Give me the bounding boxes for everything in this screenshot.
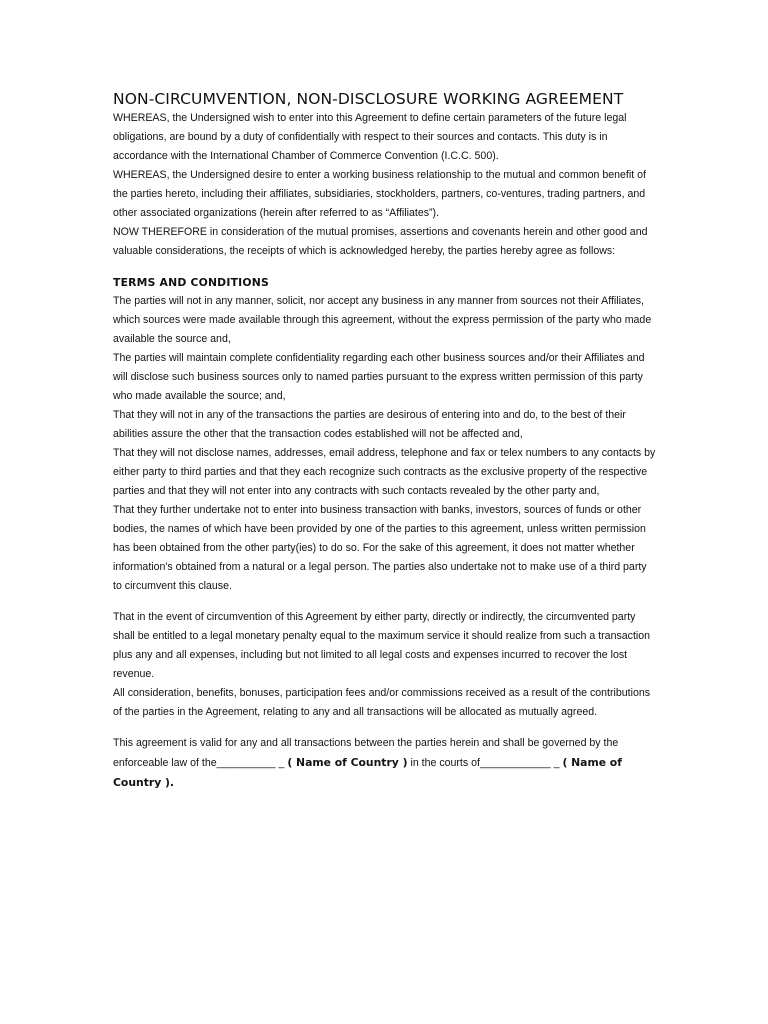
term-paragraph-3: That they will not in any of the transactions the parties are desirous of entering into and do, to the best of their abilities assure the other that the transaction codes established will not be affected and, bbox=[113, 409, 626, 440]
governing-law-text-2: in the courts of____________ _ bbox=[407, 757, 563, 769]
preamble-whereas-1: WHEREAS, the Undersigned wish to enter into this Agreement to define certain parameters of the future legal obligations, are bound by a duty of confidentially with respect to their sources and contacts. This duty is in accordance with the International Chamber of Commerce Convention (I.C.C. 500). bbox=[113, 112, 627, 162]
terms-heading: TERMS AND CONDITIONS bbox=[113, 276, 269, 289]
paragraph-spacer bbox=[113, 596, 658, 608]
governing-law-text-1: This agreement is valid for any and all transactions between the parties herein and shall be governed by the enforceable law of the__________ _ bbox=[113, 737, 619, 769]
document-title: NON-CIRCUMVENTION, NON-DISCLOSURE WORKING AGREEMENT bbox=[113, 90, 624, 108]
penalty-paragraph: That in the event of circumvention of this Agreement by either party, directly or indirectly, the circumvented party shall be entitled to a legal monetary penalty equal to the maximum service it should realize from such a transaction plus any and all expenses, including but not limited to all legal costs and expenses incurred to recover the lost revenue. bbox=[113, 611, 651, 680]
country-placeholder-2: ( Name of Country ). bbox=[113, 756, 622, 789]
term-paragraph-1: The parties will not in any manner, solicit, nor accept any business in any manner from sources not their Affiliates, which sources were made available through this agreement, without the express permission of the party who made available the source and, bbox=[113, 295, 652, 345]
consideration-paragraph: All consideration, benefits, bonuses, participation fees and/or commissions received as a result of the contributions of the parties in the Agreement, relating to any and all transactions will be allocated as mutually agreed. bbox=[113, 687, 651, 718]
document-page bbox=[113, 90, 658, 793]
term-paragraph-4: That they will not disclose names, addresses, email address, telephone and fax or telex numbers to any contacts by either party to third parties and that they each recognize such contracts as the exclusive property of the respective parties and that they will not enter into any contracts with such contacts revealed by the other party and, bbox=[113, 447, 656, 497]
paragraph-spacer bbox=[113, 722, 658, 734]
term-paragraph-2: The parties will maintain complete confidentiality regarding each other business sources and/or their Affiliates and will disclose such business sources only to named parties pursuant to the express written permission of this party who made available the source; and, bbox=[113, 352, 645, 402]
governing-law-paragraph bbox=[113, 734, 658, 793]
country-placeholder-1: ( Name of Country ) bbox=[287, 756, 408, 769]
preamble-whereas-2: WHEREAS, the Undersigned desire to enter a working business relationship to the mutual and common benefit of the parties hereto, including their affiliates, subsidiaries, stockholders, partners, co-ventures, trading partners, and other associated organizations (herein after referred to as “Affiliates”). bbox=[113, 169, 646, 219]
preamble-now-therefore: NOW THEREFORE in consideration of the mutual promises, assertions and covenants herein and other good and valuable considerations, the receipts of which is acknowledged hereby, the parties hereby agree as follows: bbox=[113, 226, 648, 257]
term-paragraph-5: That they further undertake not to enter into business transaction with banks, investors, sources of funds or other bodies, the names of which have been provided by one of the parties to this agreement, unless written permission has been obtained from the other party(ies) to do so. For the sake of this agreement, it does not matter whether information's obtained from a natural or a legal person. The parties also undertake not to make use of a third party to circumvent this clause. bbox=[113, 504, 647, 592]
